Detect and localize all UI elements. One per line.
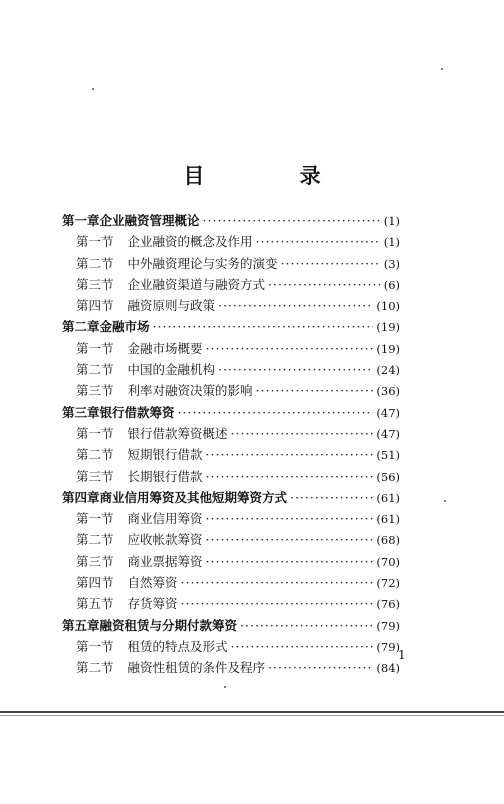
page-reference: (24) [376,363,400,378]
page-reference: (61) [376,512,400,527]
section-number: 第一节 [76,425,114,441]
dot-leader [206,554,374,569]
page-reference: (72) [376,576,400,591]
dot-leader [153,319,374,334]
section-number: 第一节 [76,511,114,527]
section-number: 第二节 [76,660,114,676]
dot-leader [218,362,373,377]
toc-section-row [62,594,400,615]
toc-section-row [62,467,400,488]
scan-speck [92,88,94,90]
toc-chapter-row [62,488,400,509]
page-reference: (79) [376,639,400,654]
section-number: 第一节 [76,638,114,654]
chapter-number: 第二章 [62,319,100,335]
section-title: 融资性租赁的条件及程序 [127,660,266,676]
page-reference: (1) [383,214,400,228]
toc-section-row [62,381,400,402]
scan-speck [441,68,443,70]
page-reference: (1) [383,235,400,250]
dot-leader [206,511,374,526]
section-number: 第三节 [76,383,114,399]
section-title: 短期银行借款 [127,447,203,463]
section-title: 企业融资的概念及作用 [127,234,253,250]
section-number: 第一节 [76,234,114,250]
section-number: 第二节 [76,447,114,463]
dot-leader [206,469,374,484]
section-title: 金融市场概要 [127,340,203,356]
toc-section-row [62,254,400,275]
page-reference: (47) [376,405,400,420]
scan-speck [224,686,226,688]
toc-section-row [62,445,400,466]
section-title: 银行借款筹资概述 [127,425,228,441]
page-reference: (68) [376,533,400,548]
page-reference: (19) [376,320,400,335]
section-title: 存货筹资 [127,596,178,612]
dot-leader [206,447,374,462]
dot-leader [256,234,381,249]
chapter-title: 商业信用筹资及其他短期筹资方式 [99,489,288,505]
page-reference: (79) [376,618,400,633]
dot-leader [231,639,374,654]
section-title: 企业融资渠道与融资方式 [127,276,266,292]
dot-leader [268,660,373,675]
section-title: 融资原则与政策 [127,298,216,314]
dot-leader [231,426,374,441]
page-reference: (47) [376,426,400,441]
dot-leader [218,298,373,313]
page-reference: (6) [383,277,400,292]
dot-leader [203,213,381,228]
page-reference: (76) [376,597,400,612]
section-title: 自然筹资 [127,575,178,591]
toc-chapter-row [62,317,400,338]
section-title: 租赁的特点及形式 [127,638,228,654]
page-reference: (61) [376,490,400,505]
toc-section-row [62,232,400,253]
toc-chapter-row [62,403,400,424]
toc-section-row [62,360,400,381]
table-of-contents [62,211,400,680]
toc-chapter-row [62,616,400,637]
page-reference: (3) [383,256,400,271]
section-title: 利率对融资决策的影响 [127,383,253,399]
scan-speck [444,500,446,502]
page-reference: (10) [376,299,400,314]
section-number: 第三节 [76,553,114,569]
section-number: 第一节 [76,340,114,356]
section-number: 第二节 [76,362,114,378]
page-reference: (51) [376,448,400,463]
page-number: 1 [398,648,406,662]
section-number: 第四节 [76,298,114,314]
section-number: 第二节 [76,532,114,548]
dot-leader [256,383,374,398]
dot-leader [240,618,373,633]
section-title: 商业信用筹资 [127,511,203,527]
chapter-number: 第三章 [62,404,100,420]
toc-section-row [62,552,400,573]
toc-section-row [62,530,400,551]
chapter-title: 银行借款筹资 [99,404,175,420]
page-reference: (36) [376,384,400,399]
page-reference: (19) [376,341,400,356]
page-reference: (70) [376,554,400,569]
bottom-rule-secondary [0,715,504,716]
chapter-title: 企业融资管理概论 [99,213,200,228]
chapter-title: 金融市场 [99,319,150,335]
page-title: 目 录 [183,163,365,188]
dot-leader [178,405,374,420]
toc-section-row [62,573,400,594]
toc-chapter-row [62,211,400,232]
dot-leader [268,277,381,292]
dot-leader [181,596,374,611]
chapter-title: 融资租赁与分期付款筹资 [99,617,238,633]
dot-leader [181,575,374,590]
section-number: 第三节 [76,468,114,484]
toc-section-row [62,275,400,296]
section-number: 第四节 [76,575,114,591]
chapter-number: 第一章 [62,213,100,228]
dot-leader [206,532,374,547]
section-number: 第三节 [76,276,114,292]
section-title: 长期银行借款 [127,468,203,484]
toc-section-row [62,658,400,679]
section-title: 应收帐款筹资 [127,532,203,548]
chapter-number: 第五章 [62,617,100,633]
toc-section-row [62,339,400,360]
page-reference: (84) [376,661,400,676]
toc-section-row [62,509,400,530]
page-reference: (56) [376,469,400,484]
section-number: 第二节 [76,255,114,271]
dot-leader [281,256,381,271]
section-title: 商业票据筹资 [127,553,203,569]
toc-section-row [62,296,400,317]
dot-leader [206,341,374,356]
bottom-rule [0,711,504,713]
section-title: 中外融资理论与实务的演变 [127,255,278,271]
toc-section-row [62,637,400,658]
section-title: 中国的金融机构 [127,362,216,378]
chapter-number: 第四章 [62,489,100,505]
toc-section-row [62,424,400,445]
dot-leader [290,490,373,505]
section-number: 第五节 [76,596,114,612]
